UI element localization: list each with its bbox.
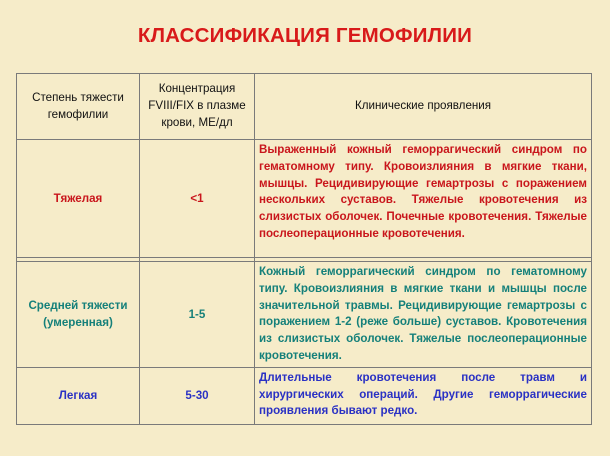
page-title: КЛАССИФИКАЦИЯ ГЕМОФИЛИИ: [137, 24, 473, 47]
classification-table: [16, 73, 592, 425]
severity-cell: Средней тяжести (умеренная): [17, 262, 140, 368]
description-cell: Кожный геморрагический синдром по гематомному типу. Кровоизлияния в мягкие ткани и мышцы после значительной травмы. Рецидивирующие гемартрозы с поражением 1-2 (реже больше) суставов. Кровотечения из слизистых оболочек. Тяжелые послеоперационные кровотечения.: [255, 262, 592, 368]
concentration-cell: 5-30: [140, 367, 255, 424]
header-severity: Степень тяжести гемофилии: [17, 74, 140, 140]
header-concentration: Концентрация FVIII/FIX в плазме крови, МЕ/дл: [140, 74, 255, 140]
concentration-cell: <1: [140, 140, 255, 258]
header-clinical: Клинические проявления: [255, 74, 592, 140]
description-cell: Длительные кровотечения после травм и хирургических операций. Другие геморрагические проявления бывают редко.: [255, 367, 592, 424]
table-row: [17, 140, 592, 258]
table-row: [17, 262, 592, 368]
table-row: [17, 367, 592, 424]
table-header-row: [17, 74, 592, 140]
description-cell: Выраженный кожный геморрагический синдром по гематомному типу. Кровоизлияния в мягкие ткани, мышцы. Рецидивирующие гемартрозы с поражением нескольких суставов. Тяжелые кровотечения из слизистых оболочек. Почечные кровотечения. Тяжелые послеоперационные кровотечения.: [255, 140, 592, 258]
severity-cell: Легкая: [17, 367, 140, 424]
severity-cell: Тяжелая: [17, 140, 140, 258]
concentration-cell: 1-5: [140, 262, 255, 368]
